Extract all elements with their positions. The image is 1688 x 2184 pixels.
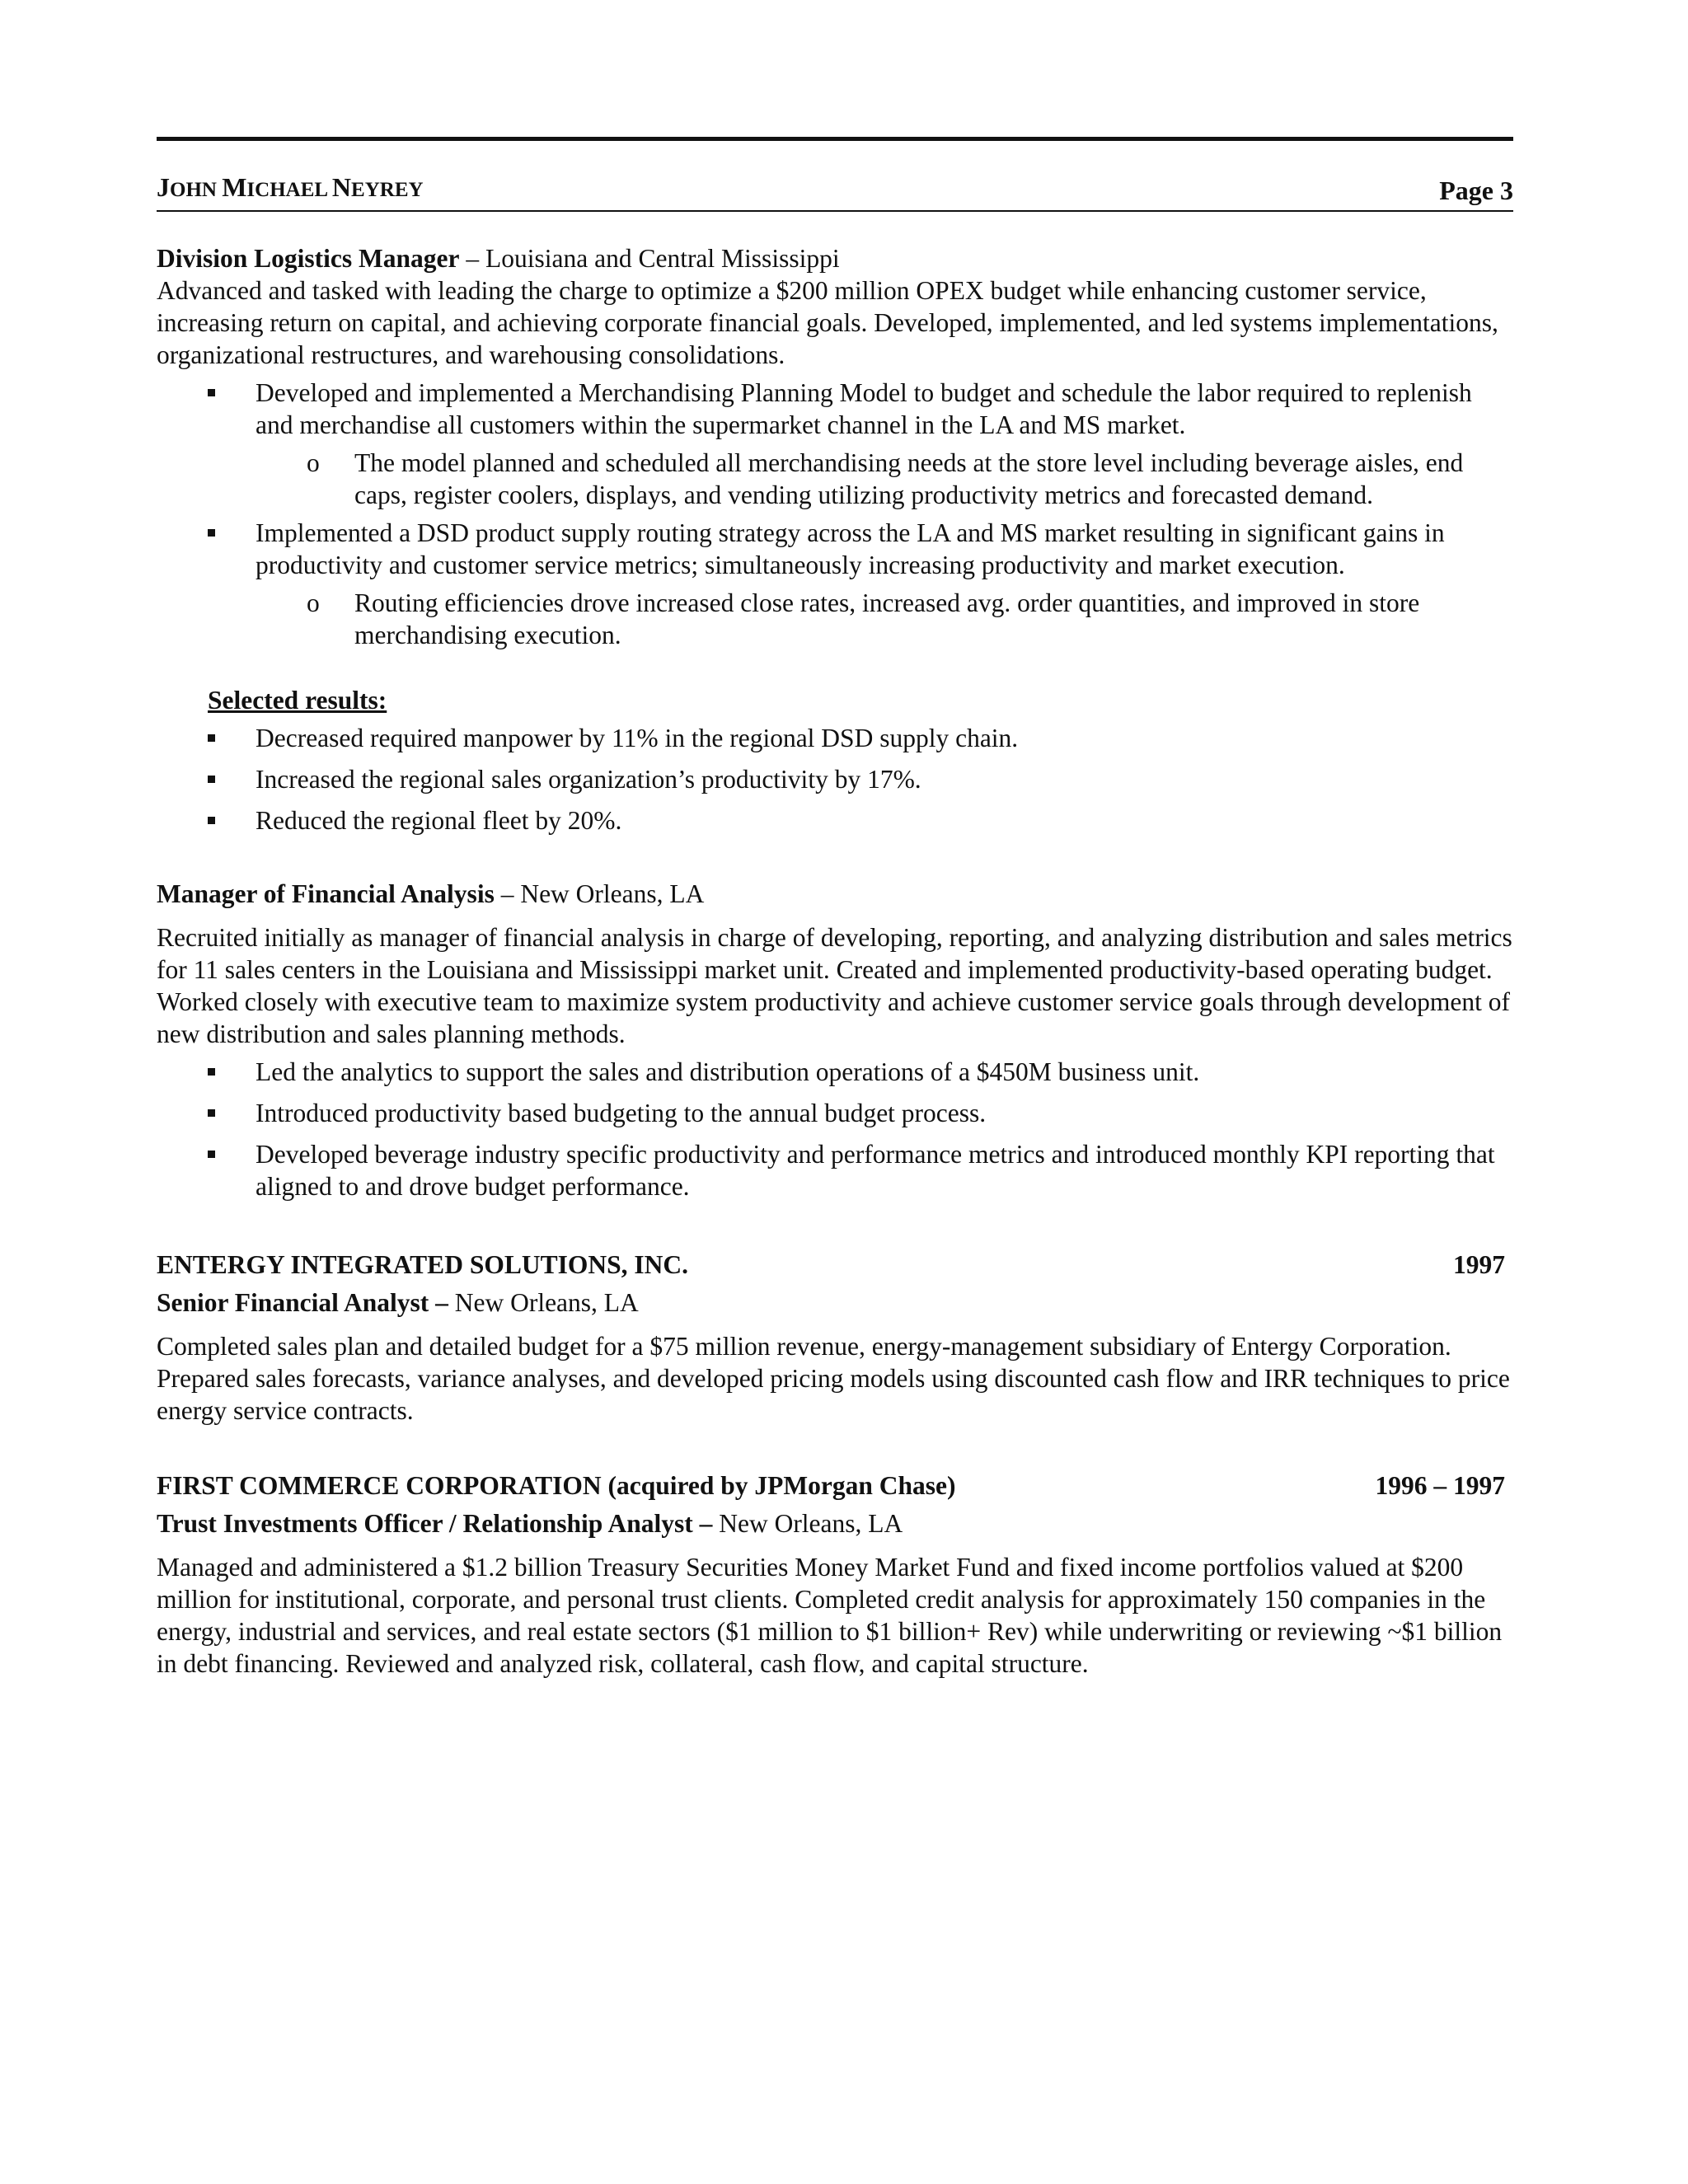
list-item: Increased the regional sales organization’s productivity by 17%. — [157, 763, 1513, 795]
page-header — [157, 171, 1513, 210]
first-commerce-company-line — [157, 1469, 1513, 1502]
first-commerce-summary: Managed and administered a $1.2 billion Treasury Securities Money Market Fund and fixed income portfolios valued at $200 million for institutional, corporate, and personal trust clients. Completed credit analysis for approximately 150 companies in the energy, industrial and services, and real estate sectors ($1 million to $1 billion+ Rev) while underwriting or reviewing ~$1 billion in debt financing. Reviewed and analyzed risk, collateral, cash flow, and capital structure. — [157, 1553, 1503, 1678]
list-item: Developed and implemented a Merchandising Planning Model to budget and schedule the labor required to replenish and merchandise all customers within the supermarket channel in the LA and MS market. — [157, 377, 1513, 441]
logistics-summary: Advanced and tasked with leading the charge to optimize a $200 million OPEX budget while enhancing customer service, increasing return on capital, and achieving corporate financial goals. Developed, implemented, and led systems implementations, organizational restructures, and warehousing consolidations. — [157, 276, 1498, 369]
first-commerce-role-title: Trust Investments Officer / Relationship Analyst – New Orleans, LA — [157, 1509, 903, 1538]
company-name: FIRST COMMERCE CORPORATION (acquired by JPMorgan Chase) — [157, 1471, 956, 1500]
employment-years: 1997 — [1453, 1250, 1505, 1279]
list-item: Reduced the regional fleet by 20%. — [157, 804, 1513, 837]
logistics-role-title: Division Logistics Manager – Louisiana and Central Mississippi — [157, 244, 840, 273]
entergy-role-title: Senior Financial Analyst – New Orleans, LA — [157, 1288, 639, 1317]
logistics-sub-bullets-2 — [157, 587, 1513, 651]
list-item: Led the analytics to support the sales and distribution operations of a $450M business unit. — [157, 1056, 1513, 1088]
entergy-company-line — [157, 1249, 1513, 1281]
list-item: Implemented a DSD product supply routing strategy across the LA and MS market resulting in significant gains in productivity and customer service metrics; simultaneously increasing productivity and market execution. — [157, 517, 1513, 581]
logistics-bullets — [157, 377, 1513, 441]
list-item: Introduced productivity based budgeting to the annual budget process. — [157, 1097, 1513, 1129]
logistics-sub-bullets — [157, 447, 1513, 511]
logistics-bullets-2 — [157, 517, 1513, 581]
employment-years: 1996 – 1997 — [1375, 1471, 1505, 1500]
resume-page — [157, 137, 1513, 1680]
selected-results-list — [157, 722, 1513, 837]
financial-summary: Recruited initially as manager of financial analysis in charge of developing, reporting, and analyzing distribution and sales metrics for 11 sales centers in the Louisiana and Mississippi market unit. Created and implemented productivity-based operating budget. Worked closely with executive team to maximize system productivity and achieve customer service goals through development of new distribution and sales planning methods. — [157, 923, 1512, 1048]
financial-bullets — [157, 1056, 1513, 1202]
list-item: o Routing efficiencies drove increased close rates, increased avg. order quantities, and improved in store merchandising execution. — [307, 588, 1420, 649]
list-item: o The model planned and scheduled all merchandising needs at the store level including beverage aisles, end caps, register coolers, displays, and vending utilizing productivity metrics and forecasted demand. — [307, 448, 1464, 509]
selected-results-heading: Selected results: — [208, 686, 387, 715]
list-item: Developed beverage industry specific productivity and performance metrics and introduced monthly KPI reporting that aligned to and drove budget performance. — [157, 1138, 1513, 1202]
page-number: Page 3 — [1439, 176, 1513, 205]
top-rule — [157, 137, 1513, 141]
entergy-summary: Completed sales plan and detailed budget for a $75 million revenue, energy-management subsidiary of Entergy Corporation. Prepared sales forecasts, variance analyses, and developed pricing models using discounted cash flow and IRR techniques to price energy service contracts. — [157, 1332, 1510, 1425]
financial-role-title: Manager of Financial Analysis – New Orleans, LA — [157, 879, 705, 908]
candidate-name: JOHN MICHAEL NEYREY — [157, 172, 424, 202]
company-name: ENTERGY INTEGRATED SOLUTIONS, INC. — [157, 1250, 689, 1279]
list-item: Decreased required manpower by 11% in the regional DSD supply chain. — [157, 722, 1513, 754]
